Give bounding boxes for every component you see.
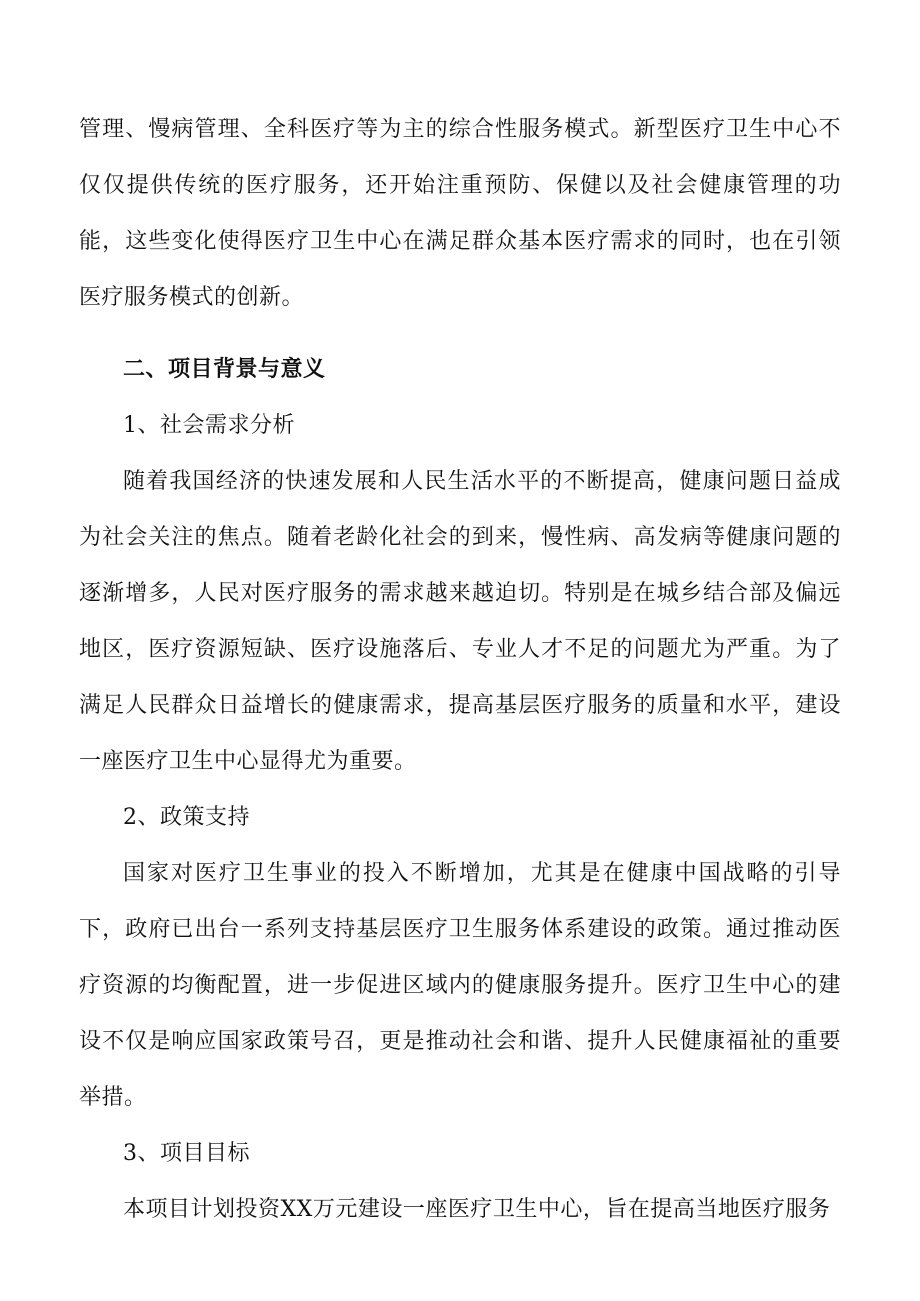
subsection-paragraph-3: 本项目计划投资XX万元建设一座医疗卫生中心，旨在提高当地医疗服务 [123, 1197, 831, 1222]
intro-paragraph: 管理、慢病管理、全科医疗等为主的综合性服务模式。新型医疗卫生中心不仅仅提供传统的医疗服务，还开始注重预防、保健以及社会健康管理的功能，这些变化使得医疗卫生中心在满足群众基本医疗需求的同时，也在引领医疗服务模式的创新。 [79, 117, 841, 310]
subsection-paragraph-1: 随着我国经济的快速发展和人民生活水平的不断提高，健康问题日益成为社会关注的焦点。随着老龄化社会的到来，慢性病、高发病等健康问题的逐渐增多，人民对医疗服务的需求越来越迫切。特别是在城乡结合部及偏远地区，医疗资源短缺、医疗设施落后、专业人才不足的问题尤为严重。为了满足人民群众日益增长的健康需求，提高基层医疗服务的质量和水平，建设一座医疗卫生中心显得尤为重要。 [79, 469, 841, 774]
section-heading: 二、项目背景与意义 [123, 357, 326, 382]
document-page [79, 102, 841, 1238]
subsection-paragraph-2: 国家对医疗卫生事业的投入不断增加，尤其是在健康中国战略的引导下，政府已出台一系列支持基层医疗卫生服务体系建设的政策。通过推动医疗资源的均衡配置，进一步促进区域内的健康服务提升。医疗卫生中心的建设不仅是响应国家政策号召，更是推动社会和谐、提升人民健康福祉的重要举措。 [79, 861, 841, 1110]
subsection-heading-2: 2、政策支持 [123, 805, 250, 830]
subsection-heading-3: 3、项目目标 [123, 1141, 250, 1166]
subsection-heading-1: 1、社会需求分析 [123, 413, 295, 438]
